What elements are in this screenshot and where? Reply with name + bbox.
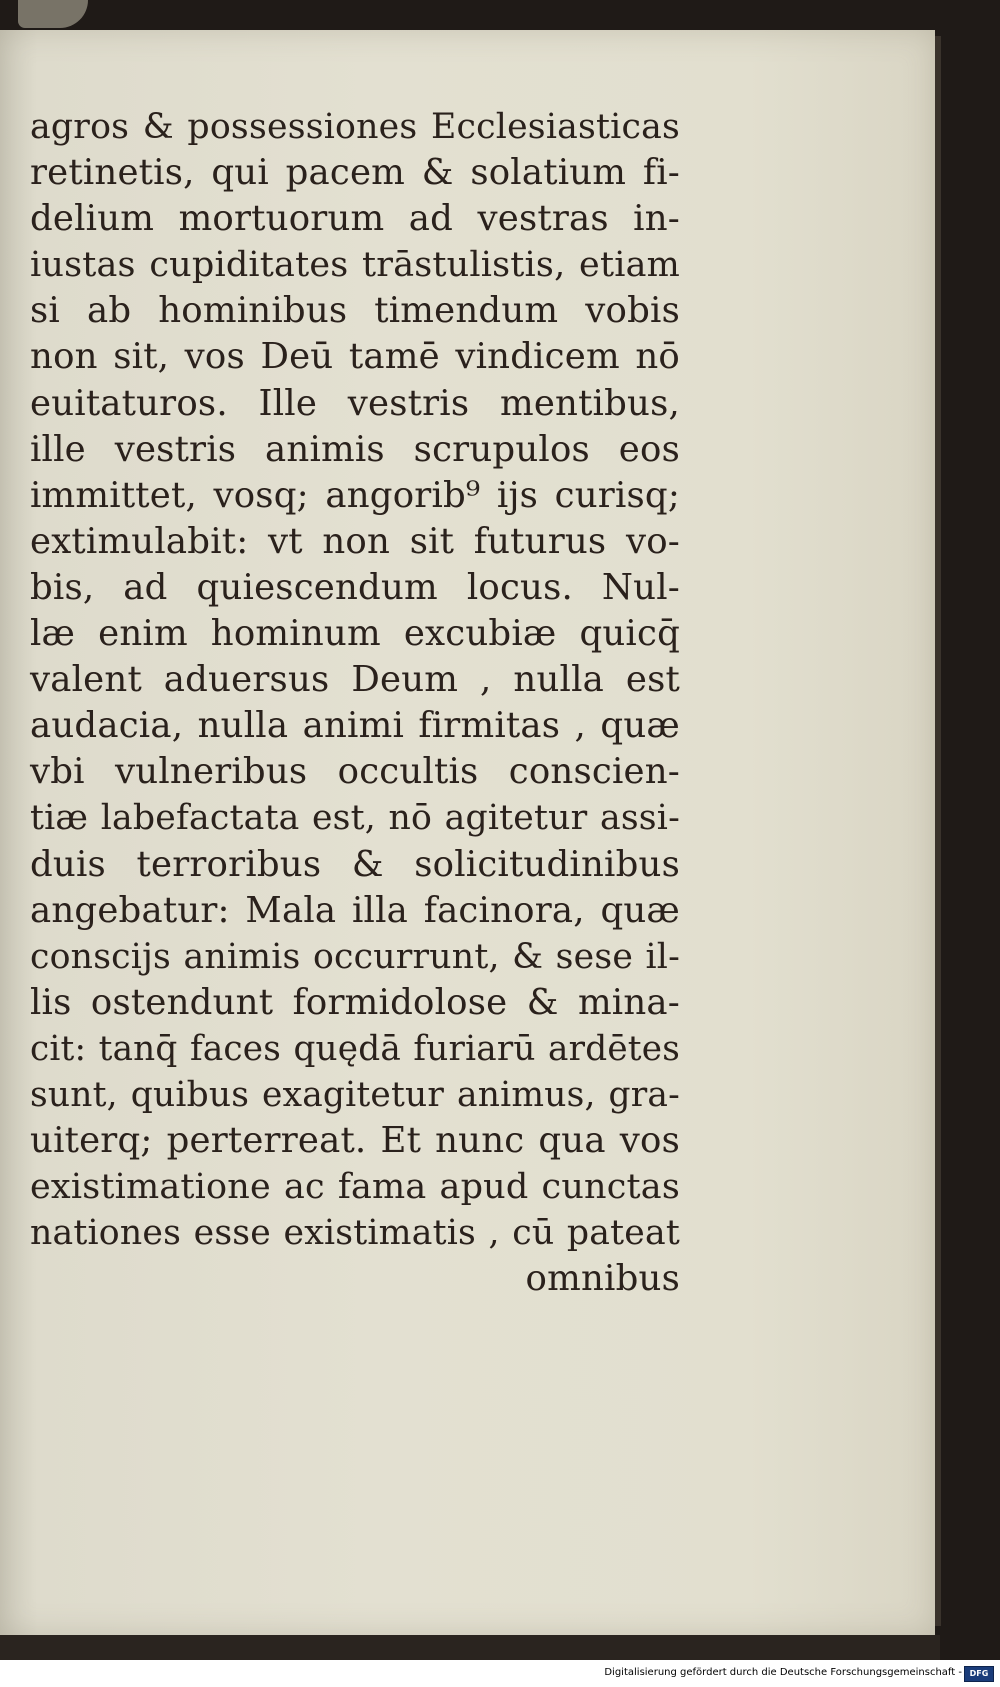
text-line: extimulabit: vt non sit futurus vo- xyxy=(30,520,680,562)
page-bottom-shadow xyxy=(0,1635,940,1660)
text-line: vbi vulneribus occultis conscien- xyxy=(30,751,680,793)
text-line: angebatur: Mala illa facinora, quæ xyxy=(30,889,680,931)
text-line: euitaturos. Ille vestris mentibus, xyxy=(30,382,680,424)
text-line: nationes esse existimatis , cū pateat xyxy=(30,1213,680,1254)
text-line: existimatione ac fama apud cunctas xyxy=(30,1167,680,1208)
text-line: conscijs animis occurrunt, & sese il- xyxy=(30,936,680,977)
text-line: agros & possessiones Ecclesiasticas xyxy=(30,107,680,147)
text-block xyxy=(30,104,680,1302)
text-line: duis terroribus & solicitudinibus xyxy=(30,843,680,885)
text-line: immittet, vosq; angorib⁹ ijs curisq; xyxy=(30,474,680,516)
text-line: læ enim hominum excubiæ quicq̄ xyxy=(30,613,680,655)
text-line: uiterq; perterreat. Et nunc qua vos xyxy=(30,1120,680,1162)
text-line: retinetis, qui pacem & solatium fi- xyxy=(30,152,680,194)
text-line: valent aduersus Deum , nulla est xyxy=(30,659,680,701)
text-line: tiæ labefactata est, nō agitetur assi- xyxy=(30,798,680,839)
text-line: cit: tanq̄ faces quędā furiarū ardētes xyxy=(30,1028,680,1069)
catchword: omnibus xyxy=(525,1258,680,1300)
page-corner-fold xyxy=(18,0,88,28)
footer-bar xyxy=(0,1662,1000,1687)
text-line: si ab hominibus timendum vobis xyxy=(30,290,680,332)
text-line: bis, ad quiescendum locus. Nul- xyxy=(30,566,680,608)
text-line: ille vestris animis scrupulos eos xyxy=(30,428,680,470)
text-line: iustas cupiditates trāstulistis, etiam xyxy=(30,245,680,286)
page-edge xyxy=(935,36,941,1626)
text-line: delium mortuorum ad vestras in- xyxy=(30,198,680,240)
text-line: sunt, quibus exagitetur animus, gra- xyxy=(30,1074,680,1115)
text-line: audacia, nulla animi firmitas , quæ xyxy=(30,705,680,747)
funding-credit: Digitalisierung gefördert durch die Deutsche Forschungsgemeinschaft - xyxy=(604,1667,962,1678)
text-line: non sit, vos Deū tamē vindicem nō xyxy=(30,336,680,378)
text-line: lis ostendunt formidolose & mina- xyxy=(30,981,680,1023)
dfg-logo: DFG xyxy=(964,1666,994,1682)
